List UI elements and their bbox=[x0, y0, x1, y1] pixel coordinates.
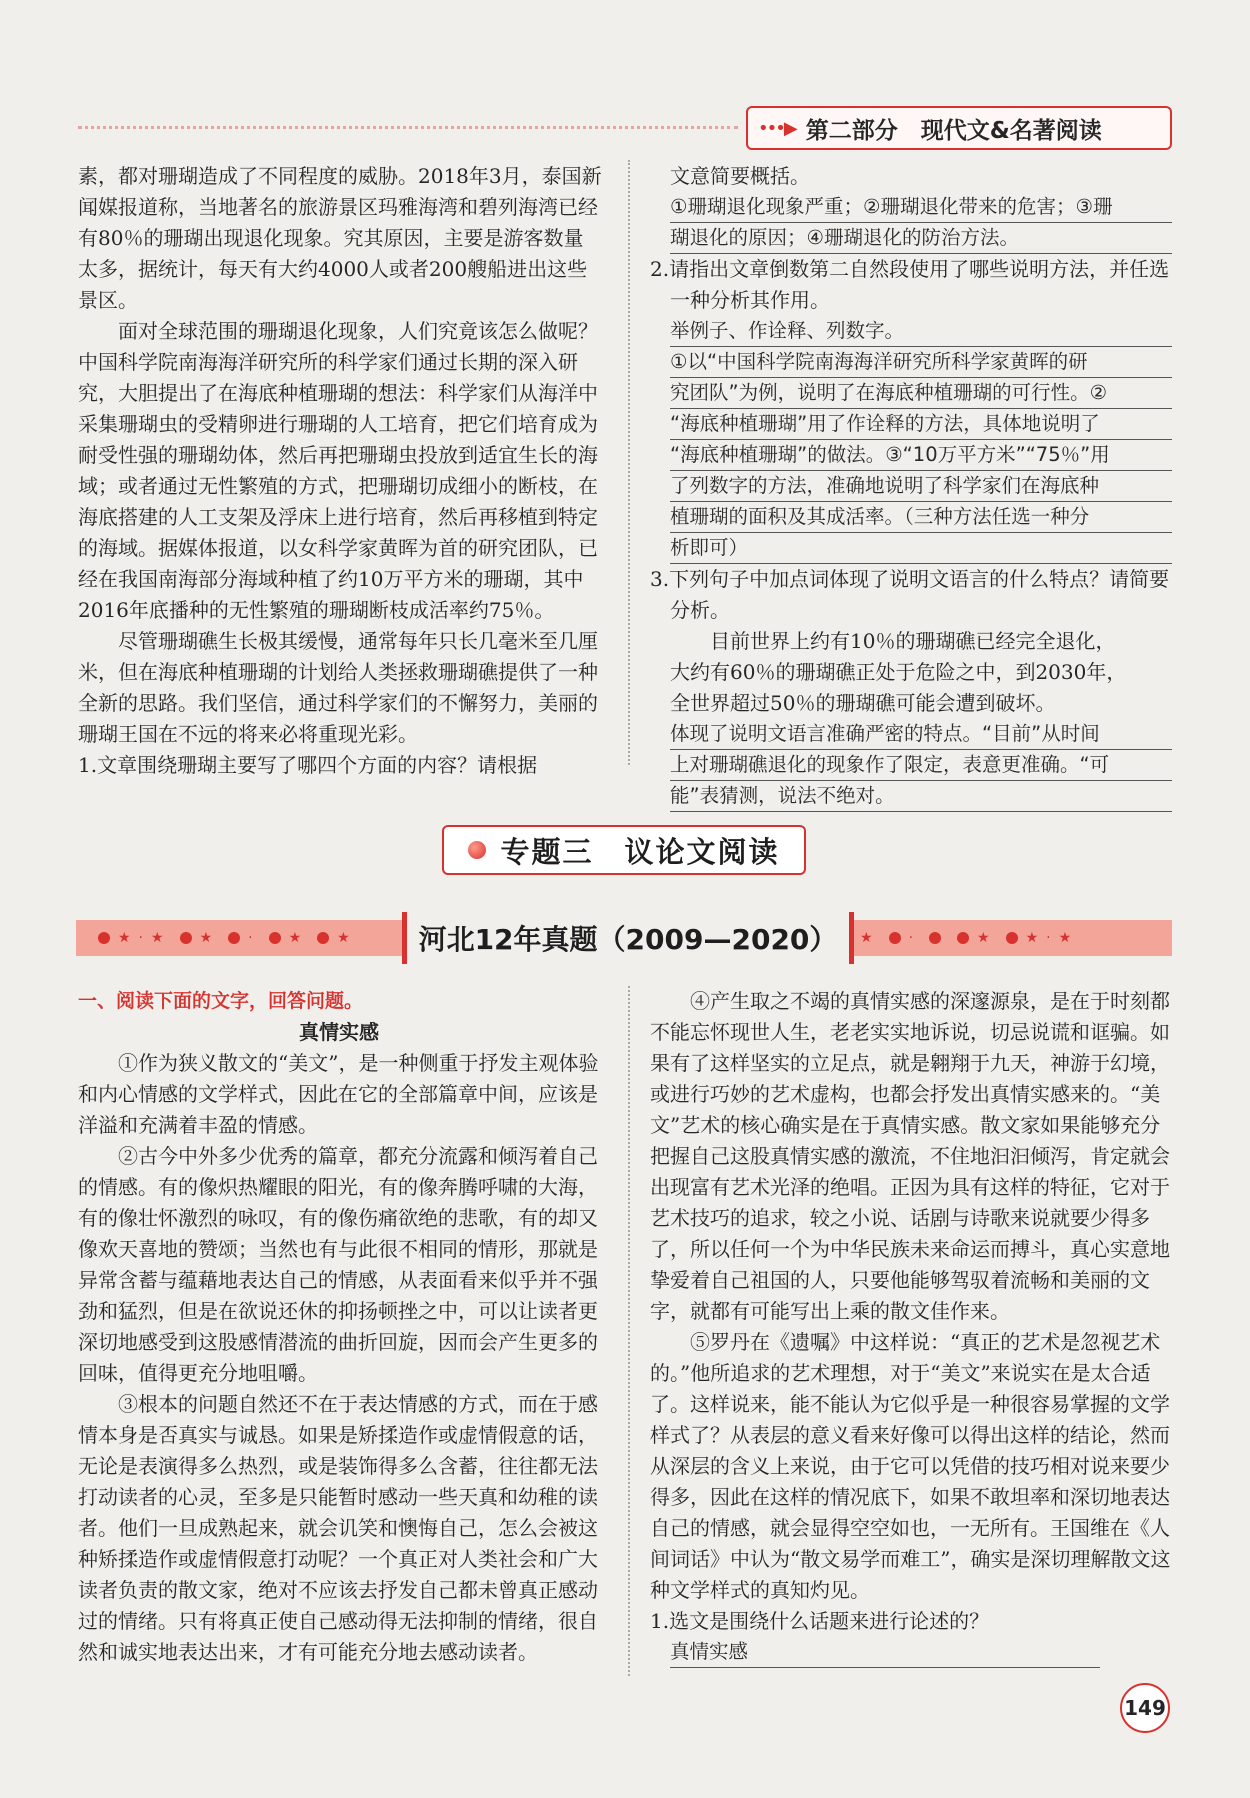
arrow-icon: •••▶ bbox=[758, 117, 796, 139]
paragraph: ①作为狭义散文的“美文”，是一种侧重于抒发主观体验和内心情感的文学样式，因此在它的全部篇章中间，应该是洋溢和充满着丰盈的情感。 bbox=[78, 1051, 599, 1137]
answer-1 bbox=[650, 1637, 1100, 1668]
star-dot-ornament-right: ★ · ★ ★·★ bbox=[860, 930, 1080, 946]
reading-instruction: 一、阅读下面的文字，回答问题。 bbox=[78, 990, 364, 1012]
answer-line: 真情实感 bbox=[670, 1637, 1100, 1668]
paragraph: 素，都对珊瑚造成了不同程度的威胁。2018年3月，泰国新闻媒报道称，当地著名的旅游景区玛雅海湾和碧列海湾已经有80％的珊瑚出现退化现象。究其原因，主要是游客数量太多，据统计，每天有大约4000人或者200艘船进出这些景区。 bbox=[78, 164, 602, 312]
answer-3 bbox=[650, 719, 1172, 812]
paragraph: 面对全球范围的珊瑚退化现象，人们究竟该怎么做呢？中国科学院南海海洋研究所的科学家们通过长期的深入研究，大胆提出了在海底种植珊瑚的想法：科学家们从海洋中采集珊瑚虫的受精卵进行珊瑚的人工培育，把它们培育成为耐受性强的珊瑚幼体，然后再把珊瑚虫投放到适宜生长的海域；或者通过无性繁殖的方式，把珊瑚切成细小的断枝，在海底搭建的人工支架及浮床上进行培育，然后再移植到特定的海域。据媒体报道，以女科学家黄晖为首的研究团队，已经在我国南海部分海域种植了约10万平方米的珊瑚，其中2016年底播种的无性繁殖的珊瑚断枝成活率约75％。 bbox=[78, 319, 598, 622]
answer-line: 究团队”为例，说明了在海底种植珊瑚的可行性。② bbox=[670, 378, 1172, 409]
column-divider bbox=[628, 986, 630, 1676]
answer-line: 上对珊瑚礁退化的现象作了限定，表意更准确。“可 bbox=[670, 750, 1172, 781]
question-3: 3.下列句子中加点词体现了说明文语言的什么特点？请简要分析。 bbox=[650, 567, 1170, 622]
answer-line: 体现了说明文语言准确严密的特点。“目前”从时间 bbox=[670, 719, 1172, 750]
paragraph: ②古今中外多少优秀的篇章，都充分流露和倾泻着自己的情感。有的像炽热耀眼的阳光，有的像奔腾呼啸的大海，有的像壮怀激烈的咏叹，有的像伤痛欲绝的悲歌，有的却又像欢天喜地的赞颂；当然也有与此很不相同的情形，那就是异常含蓄与蕴藉地表达自己的情感，从表面看来似乎并不强劲和猛烈，但是在欲说还休的抑扬顿挫之中，可以让读者更深切地感受到这股感情潜流的曲折回旋，因而会产生更多的回味，值得更充分地咀嚼。 bbox=[78, 1144, 598, 1385]
bottom-right-column bbox=[650, 986, 1172, 1668]
quoted-sentence bbox=[650, 626, 1172, 719]
bottom-left-column bbox=[78, 986, 600, 1668]
paragraph: 尽管珊瑚礁生长极其缓慢，通常每年只长几毫米至几厘米，但在海底种植珊瑚的计划给人类拯救珊瑚礁提供了一种全新的思路。我们坚信，通过科学家们的不懈努力，美丽的珊瑚王国在不远的将来必将重现光彩。 bbox=[78, 629, 598, 746]
question-1: 1.选文是围绕什么话题来进行论述的？ bbox=[650, 1609, 990, 1633]
question-1: 1.文章围绕珊瑚主要写了哪四个方面的内容？请根据 bbox=[78, 753, 538, 777]
answer-line: “海底种植珊瑚”的做法。③“10万平方米”“75％”用 bbox=[670, 440, 1172, 471]
band-title: 河北12年真题（2009—2020） bbox=[418, 923, 838, 956]
answer-line: 瑚退化的原因；④珊瑚退化的防治方法。 bbox=[670, 223, 1172, 254]
answer-line: ①以“中国科学院南海海洋研究所科学家黄晖的研 bbox=[670, 347, 1172, 378]
quote-line: 大约有60％的珊瑚礁正处于危险之中，到2030年， bbox=[670, 660, 1127, 684]
band-title-box bbox=[402, 912, 854, 964]
answer-line: 能”表猜测，说法不绝对。 bbox=[670, 781, 1172, 812]
column-divider bbox=[628, 160, 630, 765]
answer-2 bbox=[650, 316, 1172, 564]
top-right-column bbox=[650, 161, 1172, 812]
question-1-continued: 文意简要概括。 bbox=[670, 164, 810, 188]
answer-line: 析即可） bbox=[670, 533, 1172, 564]
answer-1 bbox=[650, 192, 1172, 254]
paragraph: ③根本的问题自然还不在于表达情感的方式，而在于感情本身是否真实与诚恳。如果是矫揉造作或虚情假意的话，无论是表演得多么热烈，或是装饰得多么含蓄，往往都无法打动读者的心灵，至多是只能暂时感动一些天真和幼稚的读者。他们一旦成熟起来，就会讥笑和懊悔自己，怎么会被这种矫揉造作或虚情假意打动呢？一个真正对人类社会和广大读者负责的散文家，绝对不应该去抒发自己都未曾真正感动过的情绪。只有将真正使自己感动得无法抑制的情绪，很自然和诚实地表达出来，才有可能充分地去感动读者。 bbox=[78, 1392, 598, 1664]
section-title: 专题三 议论文阅读 bbox=[500, 834, 780, 869]
answer-line: 举例子、作诠释、列数字。 bbox=[670, 316, 1172, 347]
star-dot-ornament-left: ★·★ ★ · ★ ★ bbox=[90, 920, 358, 956]
answer-line: 了列数字的方法，准确地说明了科学家们在海底种 bbox=[670, 471, 1172, 502]
answer-line: “海底种植珊瑚”用了作诠释的方法，具体地说明了 bbox=[670, 409, 1172, 440]
article-title: 真情实感 bbox=[299, 1020, 379, 1044]
answer-line: 植珊瑚的面积及其成活率。（三种方法任选一种分 bbox=[670, 502, 1172, 533]
header-dotted-rule bbox=[78, 126, 738, 129]
top-left-column bbox=[78, 161, 602, 781]
section-title-box bbox=[442, 825, 806, 875]
part-title: 第二部分 现代文&名著阅读 bbox=[805, 117, 1102, 144]
paragraph: ⑤罗丹在《遗嘱》中这样说：“真正的艺术是忽视艺术的。”他所追求的艺术理想，对于“美文”来说实在是太合适了。这样说来，能不能认为它似乎是一种很容易掌握的文学样式了？从表层的意义看来好像可以得出这样的结论，然而从深层的含义上来说，由于它可以凭借的技巧相对说来要少得多，因此在这样的情况底下，如果不敢坦率和深切地表达自己的情感，就会显得空空如也，一无所有。王国维在《人间词话》中认为“散文易学而难工”，确实是深切理解散文这种文学样式的真知灼见。 bbox=[650, 1330, 1171, 1602]
quote-line: 目前世界上约有10％的珊瑚礁已经完全退化， bbox=[710, 629, 1116, 653]
page-number: 149 bbox=[1120, 1683, 1170, 1733]
question-2: 2.请指出文章倒数第二自然段使用了哪些说明方法，并任选一种分析其作用。 bbox=[650, 257, 1170, 312]
answer-line: ①珊瑚退化现象严重；②珊瑚退化带来的危害；③珊 bbox=[670, 192, 1172, 223]
quote-line: 全世界超过50％的珊瑚礁可能会遭到破坏。 bbox=[670, 691, 1056, 715]
red-ball-icon bbox=[468, 841, 486, 859]
part-header-tag bbox=[746, 106, 1172, 150]
paragraph: ④产生取之不竭的真情实感的深邃源泉，是在于时刻都不能忘怀现世人生，老老实实地诉说，切忌说谎和诓骗。如果有了这样坚实的立足点，就是翱翔于九天，神游于幻境，或进行巧妙的艺术虚构，也都会抒发出真情实感来的。“美文”艺术的核心确实是在于真情实感。散文家如果能够充分把握自己这股真情实感的激流，不住地汩汩倾泻，肯定就会出现富有艺术光泽的绝唱。正因为具有这样的特征，它对于艺术技巧的追求，较之小说、话剧与诗歌来说就要少得多了，所以任何一个为中华民族未来命运而搏斗，真心实意地挚爱着自己祖国的人，只要他能够驾驭着流畅和美丽的文字，就都有可能写出上乘的散文佳作来。 bbox=[650, 989, 1170, 1323]
